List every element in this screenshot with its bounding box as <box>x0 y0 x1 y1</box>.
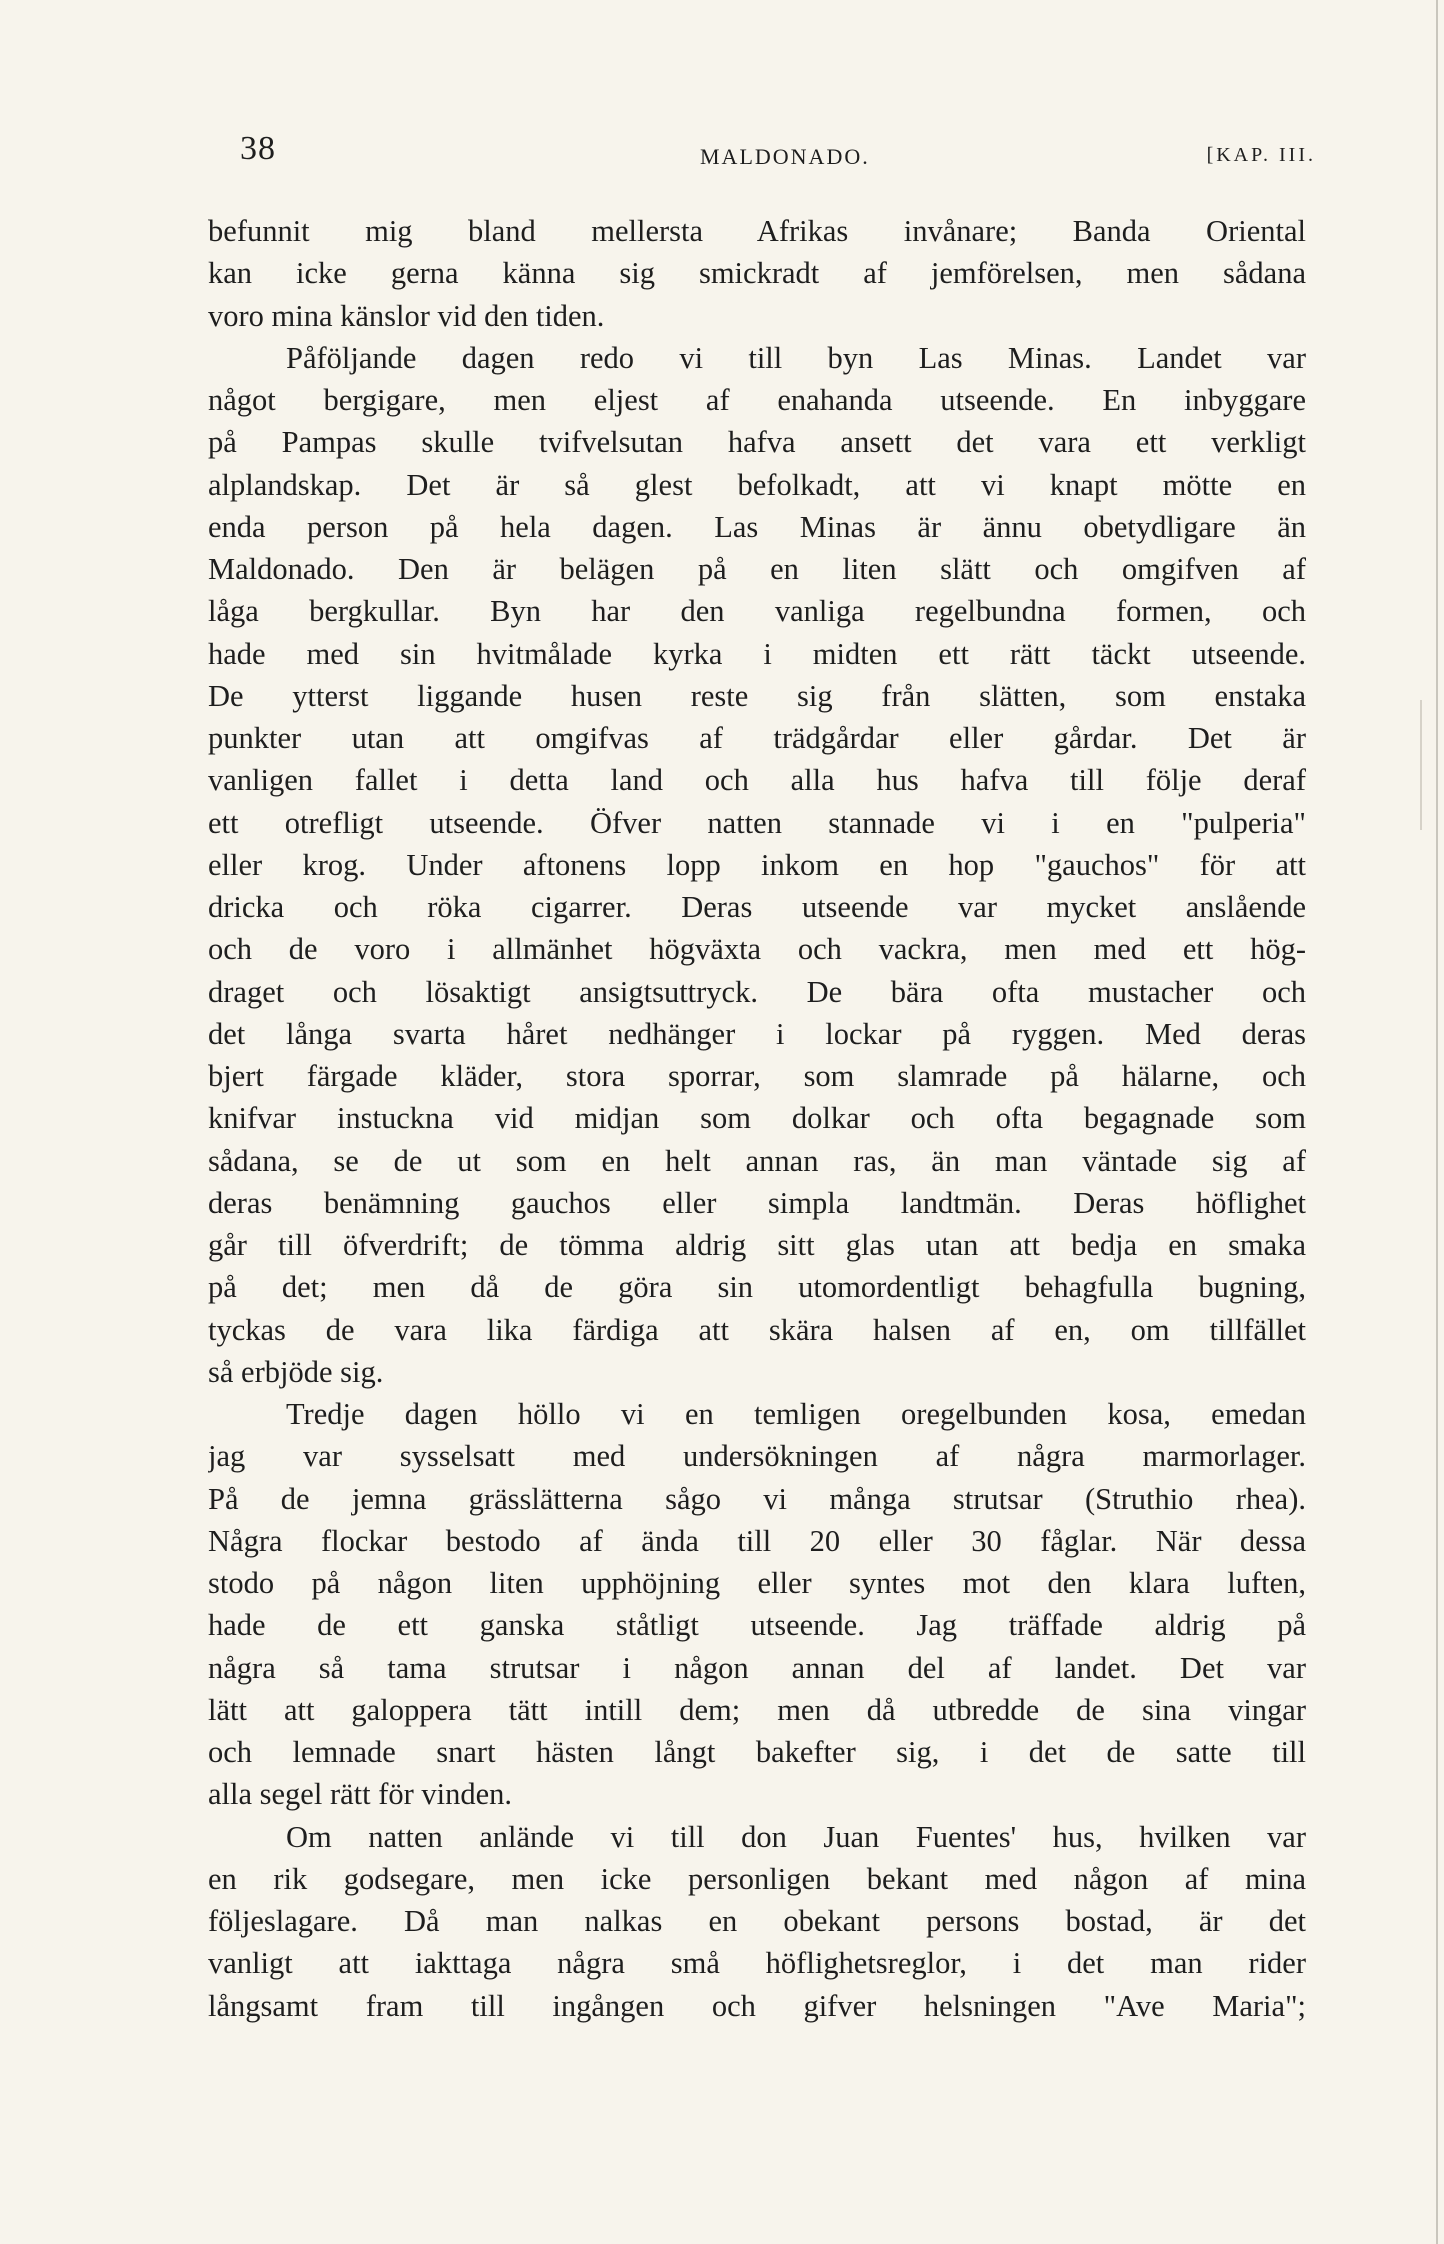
text-line: lätt att galoppera tätt intill dem; men då utbredde de sina vingar <box>208 1692 1306 1727</box>
page-number: 38 <box>240 130 276 167</box>
body-text <box>208 210 1306 2027</box>
text-line: Tredje dagen höllo vi en temligen oregelbunden kosa, emedan <box>286 1397 1306 1431</box>
page-header <box>240 130 1316 174</box>
text-line: knifvar instuckna vid midjan som dolkar och ofta begagnade som <box>208 1101 1306 1136</box>
text-line: ett otrefligt utseende. Öfver natten stannade vi i en "pulperia" <box>208 805 1306 840</box>
text-line: vanligen fallet i detta land och alla hus hafva till följe deraf <box>208 763 1306 798</box>
text-line: så erbjöde sig. <box>208 1354 384 1389</box>
text-line: Påföljande dagen redo vi till byn Las Minas. Landet var <box>286 340 1306 375</box>
text-line: och lemnade snart hästen långt bakefter sig, i det de satte till <box>208 1735 1306 1769</box>
running-title: MALDONADO. <box>700 144 870 169</box>
text-line: jag var sysselsatt med undersökningen af några marmorlager. <box>208 1439 1306 1474</box>
text-line: eller krog. Under aftonens lopp inkom en hop "gauchos" för att <box>208 847 1306 882</box>
text-line: draget och lösaktigt ansigtsuttryck. De bära ofta mustacher och <box>208 974 1306 1009</box>
text-line: punkter utan att omgifvas af trädgårdar eller gårdar. Det är <box>208 721 1306 755</box>
text-line: voro mina känslor vid den tiden. <box>208 298 605 333</box>
text-line: På de jemna grässlätterna sågo vi många strutsar (Struthio rhea). <box>208 1481 1306 1516</box>
text-line: sådana, se de ut som en helt annan ras, än man väntade sig af <box>208 1143 1306 1178</box>
text-line: alla segel rätt för vinden. <box>208 1777 513 1812</box>
page-edge-mark <box>1420 700 1422 830</box>
text-line: Om natten anlände vi till don Juan Fuentes' hus, hvilken var <box>286 1819 1306 1854</box>
text-line: hade de ett ganska ståtligt utseende. Jag träffade aldrig på <box>208 1608 1306 1643</box>
text-line: följeslagare. Då man nalkas en obekant persons bostad, är det <box>208 1904 1306 1938</box>
chapter-marker: [KAP. III. <box>1206 144 1316 166</box>
text-line: befunnit mig bland mellersta Afrikas invånare; Banda Oriental <box>208 214 1306 248</box>
page-edge <box>1436 0 1438 2244</box>
text-line: långsamt fram till ingången och gifver helsningen "Ave Maria"; <box>208 1988 1306 2023</box>
text-line: Maldonado. Den är belägen på en liten slätt och omgifven af <box>208 552 1306 586</box>
text-line: stodo på någon liten upphöjning eller syntes mot den klara luften, <box>208 1566 1306 1600</box>
text-line: och de voro i allmänhet högväxta och vackra, men med ett hög- <box>208 932 1306 967</box>
text-line: vanligt att iakttaga några små höflighetsreglor, i det man rider <box>208 1946 1306 1981</box>
text-line: deras benämning gauchos eller simpla landtmän. Deras höflighet <box>208 1185 1306 1220</box>
text-line: Några flockar bestodo af ända till 20 eller 30 fåglar. När dessa <box>208 1523 1306 1558</box>
text-line: något bergigare, men eljest af enahanda utseende. En inbyggare <box>208 383 1306 417</box>
text-line: kan icke gerna känna sig smickradt af jemförelsen, men sådana <box>208 256 1306 291</box>
text-line: en rik godsegare, men icke personligen bekant med någon af mina <box>208 1861 1306 1896</box>
text-line: låga bergkullar. Byn har den vanliga regelbundna formen, och <box>208 594 1306 629</box>
text-line: på det; men då de göra sin utomordentligt behagfulla bugning, <box>208 1270 1306 1305</box>
text-line: går till öfverdrift; de tömma aldrig sitt glas utan att bedja en smaka <box>208 1228 1306 1262</box>
text-line: hade med sin hvitmålade kyrka i midten ett rätt täckt utseende. <box>208 636 1306 671</box>
text-line: De ytterst liggande husen reste sig från slätten, som enstaka <box>208 678 1306 713</box>
text-line: dricka och röka cigarrer. Deras utseende var mycket anslående <box>208 890 1306 924</box>
text-line: på Pampas skulle tvifvelsutan hafva ansett det vara ett verkligt <box>208 425 1306 460</box>
text-line: enda person på hela dagen. Las Minas är ännu obetydligare än <box>208 509 1306 544</box>
text-line: tyckas de vara lika färdiga att skära halsen af en, om tillfället <box>208 1312 1306 1347</box>
text-line: alplandskap. Det är så glest befolkadt, att vi knapt mötte en <box>208 467 1306 502</box>
text-line: några så tama strutsar i någon annan del af landet. Det var <box>208 1650 1306 1685</box>
text-line: det långa svarta håret nedhänger i lockar på ryggen. Med deras <box>208 1016 1306 1051</box>
text-line: bjert färgade kläder, stora sporrar, som slamrade på hälarne, och <box>208 1059 1306 1093</box>
